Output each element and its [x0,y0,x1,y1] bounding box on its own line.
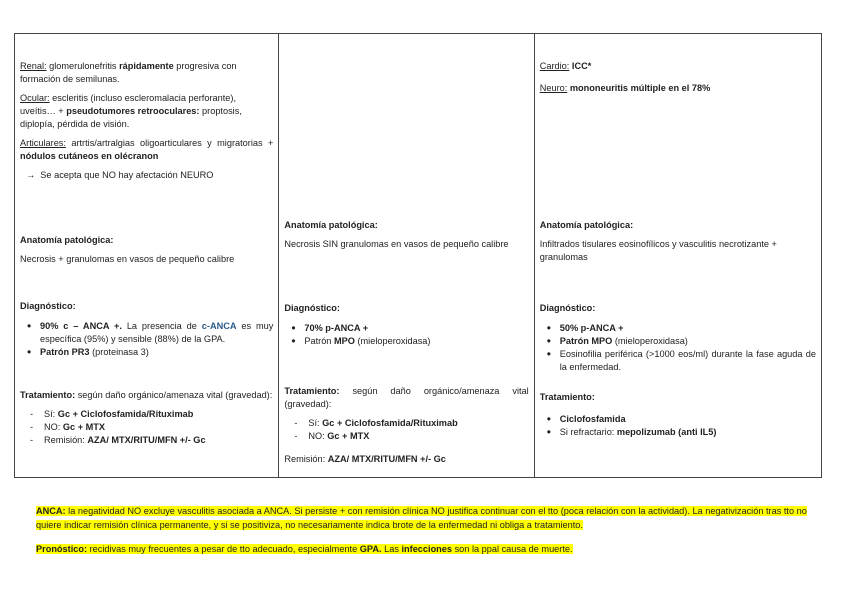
treatment-list [20,408,273,447]
treatment-text: según daño orgánico/amenaza vital (gravedad): [75,390,273,400]
remission-bold: AZA/ MTX/RITU/MFN +/- Gc [327,454,446,464]
remission-line [284,453,528,466]
list-item [560,322,816,335]
column-egpa [535,34,821,477]
list-item [560,348,816,374]
dx1-bold: 70% p-ANCA + [304,323,369,333]
list-item [44,421,273,434]
ocular-bold: pseudotumores retrooculares: [66,106,200,116]
treatment-list [540,413,816,439]
diagnosis-block [540,302,816,374]
list-item [44,408,273,421]
cardio-bold: ICC* [569,61,592,71]
dx1-text: La presencia de [121,321,202,331]
diagnosis-title: Diagnóstico: [284,303,340,313]
treatment-block [284,385,528,466]
tx1-bold: Gc + Ciclofosfamida/Rituximab [322,418,458,428]
list-item [40,346,273,359]
diagnosis-block [284,302,528,348]
column-gpa [15,34,279,477]
articular-paragraph [20,137,273,163]
treatment-block [20,389,273,447]
neuro-bold: mononeuritis múltiple en el 78% [567,83,711,93]
renal-text: glomerulonefritis [46,61,120,71]
dx2-text: (proteinasa 3) [89,347,149,357]
pathology-block [540,219,816,264]
prognosis-highlight [36,544,573,554]
list-item [560,335,816,348]
pathology-title: Anatomía patológica: [20,235,114,245]
pathology-block [284,219,528,251]
anca-label: ANCA: [36,506,66,516]
neuro-note-text: Se acepta que NO hay afectación NEURO [40,170,214,180]
treatment-list [284,417,528,443]
prognosis-bold1: GPA. [359,544,382,554]
tx3-text: Remisión: [44,435,88,445]
dx2-text: (mieloperoxidasa) [612,336,688,346]
clinical-block [540,60,816,95]
dx2-bold: MPO [333,336,355,346]
dx3-text: Eosinofilia periférica (>1000 eos/ml) durante la fase aguda de la enfermedad. [559,349,816,372]
pathology-text: Necrosis SIN granulomas en vasos de pequeño calibre [284,239,509,249]
tx2-bold: mepolizumab (anti IL5) [616,427,717,437]
tx3-bold: AZA/ MTX/RITU/MFN +/- Gc [87,435,206,445]
treatment-block [540,391,816,439]
articular-bold: nódulos cutáneos en olécranon [20,151,159,161]
list-item [44,434,273,447]
renal-paragraph [20,60,273,86]
list-item [560,413,816,426]
tx2-bold: Gc + MTX [327,431,370,441]
dx1-bold: 50% p-ANCA + [559,323,624,333]
dx2-bold: Patrón MPO [559,336,613,346]
pathology-text: Necrosis + granulomas en vasos de pequeño calibre [20,254,235,264]
neuro-label: Neuro: [539,83,568,93]
ocular-paragraph [20,92,273,131]
cardio-label: Cardio: [539,61,570,71]
vasculitis-table [14,33,822,478]
pathology-title: Anatomía patológica: [539,220,634,230]
treatment-title: Tratamiento: [20,390,76,400]
tx2-bold: Gc + MTX [62,422,106,432]
tx1-bold: Gc + Ciclofosfamida/Rituximab [57,409,194,419]
prognosis-label: Pronóstico: [36,544,88,554]
dx2-text2: (mieloperoxidasa) [354,336,431,346]
dx1-bold: 90% c – ANCA +. [40,321,122,331]
ocular-text2: proptosis, diplopía, pérdida de visión. [20,106,242,129]
prognosis-text2: Las [381,544,402,554]
list-item [40,320,273,346]
anca-note [36,504,816,532]
anca-highlight [36,506,807,530]
list-item [304,322,528,335]
neuro-note [20,169,273,182]
tx2-text: NO: [308,431,328,441]
diagnosis-title: Diagnóstico: [20,301,76,311]
tx1-text: Sí: [308,418,323,428]
diagnosis-list [540,322,816,374]
list-item [308,430,528,443]
prognosis-bold2: infecciones [401,544,453,554]
pathology-block [20,234,273,266]
list-item [308,417,528,430]
list-item [560,426,816,439]
treatment-heading [20,389,273,402]
dx1-text2: es muy específica (95%) y sensible (88%) de la GPA. [40,321,274,344]
column-mpa [279,34,534,477]
treatment-title: Tratamiento: [539,392,595,402]
tx1-bold: Ciclofosfamida [559,414,626,424]
cardio-line [540,60,816,73]
ocular-label: Ocular: [20,93,50,103]
dx1-blue: c-ANCA [201,321,237,331]
treatment-heading [284,385,528,411]
list-item [304,335,528,348]
diagnosis-block [20,300,273,359]
tx2-text: Si refractario: [559,427,617,437]
anca-text: la negatividad NO excluye vasculitis asociada a ANCA. Si persiste + con remisión clínica NO justifica continuar con el tto (poca relación con la actividad). La negativización tras tto no quiere indicar remisión clínica permanente, y si se positiviza, no necesariamente indica brote de la enfermedad ni obliga a tratamiento. [36,506,807,530]
treatment-text: según daño orgánico/amenaza vital (gravedad): [284,386,529,409]
neuro-line [540,82,816,95]
arrow-icon: → [26,170,36,180]
remission-text: Remisión: [284,454,328,464]
treatment-title: Tratamiento: [284,386,340,396]
pathology-text: Infiltrados tisulares eosinofílicos y vasculitis necrotizante + granulomas [539,239,777,262]
diagnosis-list [284,322,528,348]
prognosis-note [36,542,816,556]
diagnosis-title: Diagnóstico: [539,303,596,313]
tx1-text: Sí: [44,409,58,419]
diagnosis-list [20,320,273,359]
clinical-block [20,60,273,182]
dx2-text: Patrón [304,336,334,346]
tx2-text: NO: [44,422,63,432]
prognosis-text: recidivas muy frecuentes a pesar de tto adecuado, especialmente [87,544,360,554]
articular-label: Articulares: [20,138,66,148]
renal-bold: rápidamente [119,61,174,71]
articular-text: artrtis/artralgias oligoarticulares y migratorias + [65,138,274,148]
dx2-bold: Patrón PR3 [40,347,90,357]
pathology-title: Anatomía patológica: [284,220,378,230]
renal-label: Renal: [20,61,47,71]
ocular-text: escleritis (incluso escleromalacia perforante), uveítis… + [20,93,236,116]
renal-text2: progresiva con formación de semilunas. [20,61,237,84]
prognosis-text3: son la ppal causa de muerte. [452,544,573,554]
